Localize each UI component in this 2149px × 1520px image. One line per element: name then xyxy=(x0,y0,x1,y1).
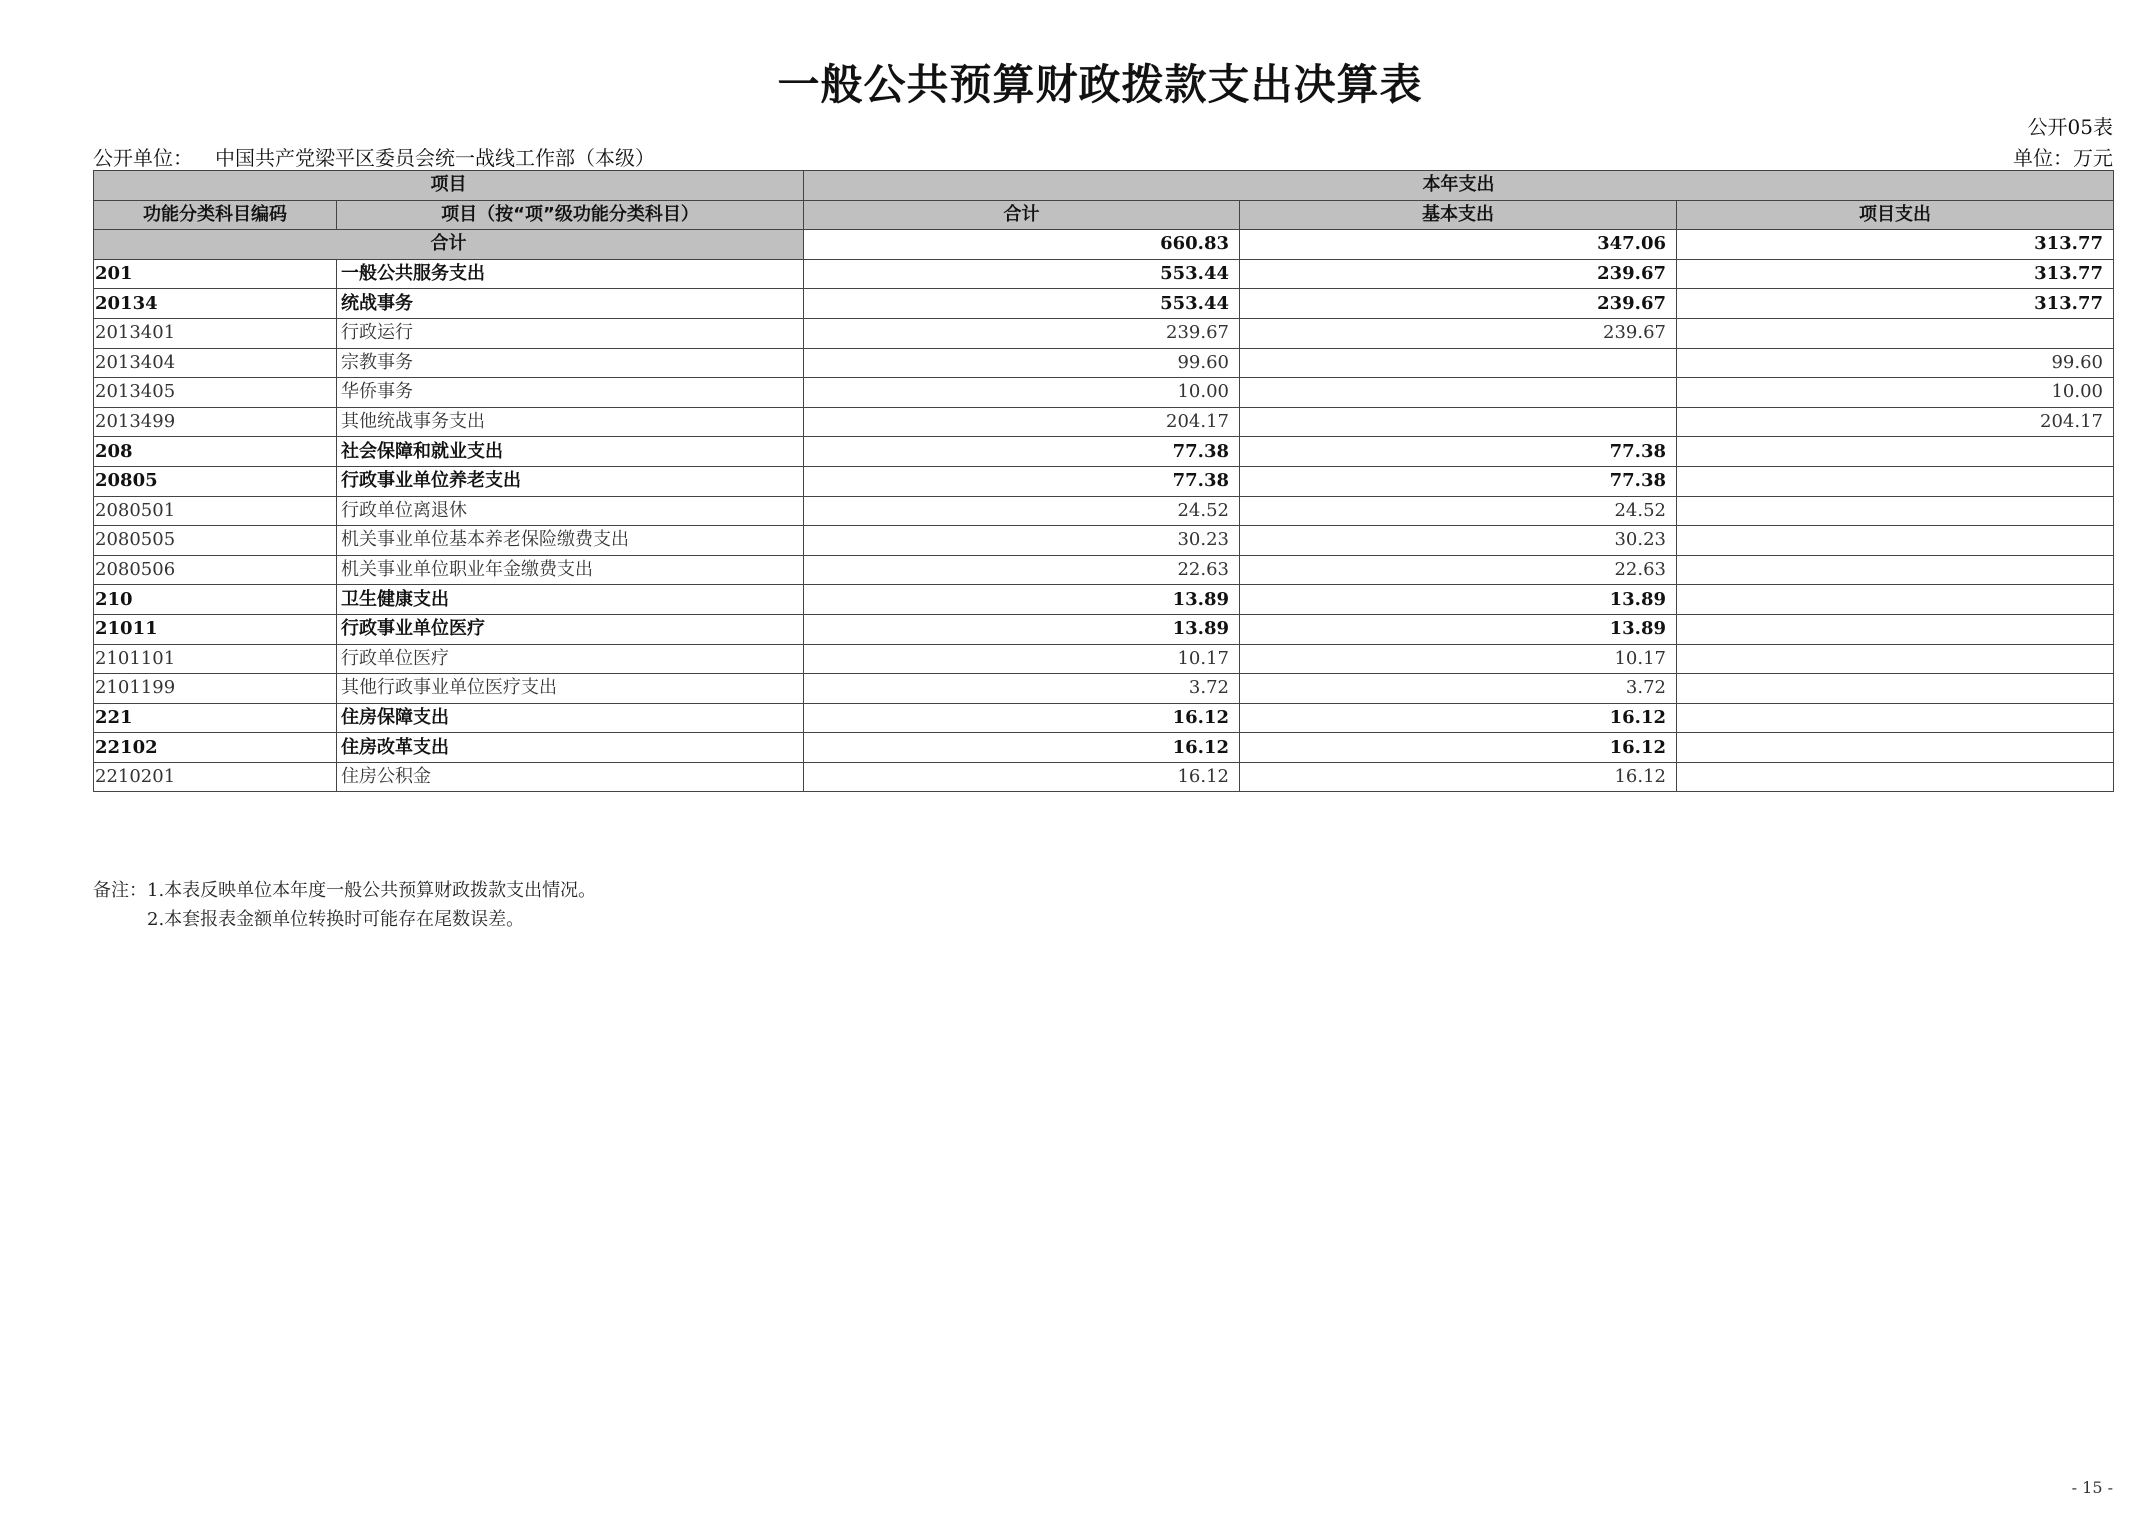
row-total: 10.00 xyxy=(804,378,1240,408)
row-code: 2013404 xyxy=(94,348,337,378)
header-total: 合计 xyxy=(804,200,1240,230)
row-basic: 239.67 xyxy=(1240,318,1677,348)
header-basic: 基本支出 xyxy=(1240,200,1677,230)
row-project xyxy=(1677,437,2114,467)
row-name: 住房公积金 xyxy=(337,762,804,792)
table-row xyxy=(94,348,2114,378)
row-basic: 30.23 xyxy=(1240,526,1677,556)
row-project: 204.17 xyxy=(1677,407,2114,437)
table-row xyxy=(94,407,2114,437)
row-basic: 3.72 xyxy=(1240,674,1677,704)
table-row xyxy=(94,555,2114,585)
row-code: 2101101 xyxy=(94,644,337,674)
notes xyxy=(93,876,596,934)
row-code: 20805 xyxy=(94,466,337,496)
row-code: 2013499 xyxy=(94,407,337,437)
row-project: 99.60 xyxy=(1677,348,2114,378)
row-name: 其他统战事务支出 xyxy=(337,407,804,437)
row-project xyxy=(1677,614,2114,644)
row-basic: 13.89 xyxy=(1240,614,1677,644)
table-row xyxy=(94,733,2114,763)
row-total: 239.67 xyxy=(804,318,1240,348)
table-row xyxy=(94,762,2114,792)
row-total: 10.17 xyxy=(804,644,1240,674)
row-total: 30.23 xyxy=(804,526,1240,556)
table-row xyxy=(94,437,2114,467)
table-row xyxy=(94,614,2114,644)
row-total: 16.12 xyxy=(804,703,1240,733)
total-label: 合计 xyxy=(94,230,804,260)
row-code: 22102 xyxy=(94,733,337,763)
row-code: 2013401 xyxy=(94,318,337,348)
table-row xyxy=(94,378,2114,408)
row-code: 221 xyxy=(94,703,337,733)
row-name: 行政运行 xyxy=(337,318,804,348)
row-project xyxy=(1677,526,2114,556)
row-total: 204.17 xyxy=(804,407,1240,437)
row-basic: 16.12 xyxy=(1240,733,1677,763)
header-row-1 xyxy=(94,171,2114,201)
row-name: 统战事务 xyxy=(337,289,804,319)
reporting-unit-label: 公开单位： xyxy=(93,146,193,170)
row-name: 行政单位医疗 xyxy=(337,644,804,674)
header-code: 功能分类科目编码 xyxy=(94,200,337,230)
row-name: 行政事业单位医疗 xyxy=(337,614,804,644)
row-code: 2080505 xyxy=(94,526,337,556)
row-code: 2101199 xyxy=(94,674,337,704)
row-basic: 22.63 xyxy=(1240,555,1677,585)
row-project xyxy=(1677,674,2114,704)
row-name: 机关事业单位基本养老保险缴费支出 xyxy=(337,526,804,556)
table-row xyxy=(94,259,2114,289)
row-basic xyxy=(1240,407,1677,437)
table-row xyxy=(94,703,2114,733)
row-name: 行政单位离退休 xyxy=(337,496,804,526)
row-basic xyxy=(1240,378,1677,408)
row-code: 201 xyxy=(94,259,337,289)
row-name: 社会保障和就业支出 xyxy=(337,437,804,467)
row-project: 10.00 xyxy=(1677,378,2114,408)
reporting-unit xyxy=(93,142,655,171)
reporting-unit-name: 中国共产党梁平区委员会统一战线工作部（本级） xyxy=(215,146,655,170)
row-project xyxy=(1677,733,2114,763)
row-basic: 239.67 xyxy=(1240,259,1677,289)
row-project: 313.77 xyxy=(1677,259,2114,289)
row-basic xyxy=(1240,348,1677,378)
row-name: 宗教事务 xyxy=(337,348,804,378)
row-total: 24.52 xyxy=(804,496,1240,526)
page-number: - 15 - xyxy=(2071,1478,2113,1497)
row-project: 313.77 xyxy=(1677,289,2114,319)
row-basic: 16.12 xyxy=(1240,762,1677,792)
row-total: 77.38 xyxy=(804,466,1240,496)
table-row xyxy=(94,466,2114,496)
header-current-year: 本年支出 xyxy=(804,171,2114,201)
row-basic: 77.38 xyxy=(1240,466,1677,496)
note-1: 备注：1.本表反映单位本年度一般公共预算财政拨款支出情况。 xyxy=(93,880,597,901)
row-total: 16.12 xyxy=(804,762,1240,792)
row-total: 553.44 xyxy=(804,259,1240,289)
row-basic: 10.17 xyxy=(1240,644,1677,674)
total-amount: 660.83 xyxy=(804,230,1240,260)
total-row xyxy=(94,230,2114,260)
row-basic: 13.89 xyxy=(1240,585,1677,615)
row-project xyxy=(1677,703,2114,733)
row-total: 99.60 xyxy=(804,348,1240,378)
row-total: 22.63 xyxy=(804,555,1240,585)
header-row-2 xyxy=(94,200,2114,230)
row-project xyxy=(1677,762,2114,792)
header-project: 项目 xyxy=(94,171,804,201)
table-row xyxy=(94,289,2114,319)
table-row xyxy=(94,318,2114,348)
table-row xyxy=(94,674,2114,704)
header-name: 项目（按“项”级功能分类科目） xyxy=(337,200,804,230)
row-total: 3.72 xyxy=(804,674,1240,704)
row-code: 2080501 xyxy=(94,496,337,526)
row-name: 住房改革支出 xyxy=(337,733,804,763)
row-basic: 239.67 xyxy=(1240,289,1677,319)
row-name: 其他行政事业单位医疗支出 xyxy=(337,674,804,704)
row-name: 住房保障支出 xyxy=(337,703,804,733)
table-row xyxy=(94,585,2114,615)
row-project xyxy=(1677,318,2114,348)
row-code: 20134 xyxy=(94,289,337,319)
row-code: 2080506 xyxy=(94,555,337,585)
table-row xyxy=(94,644,2114,674)
row-name: 行政事业单位养老支出 xyxy=(337,466,804,496)
row-code: 208 xyxy=(94,437,337,467)
row-total: 13.89 xyxy=(804,585,1240,615)
header-project-expenditure: 项目支出 xyxy=(1677,200,2114,230)
total-project: 313.77 xyxy=(1677,230,2114,260)
row-name: 机关事业单位职业年金缴费支出 xyxy=(337,555,804,585)
note-2: 2.本套报表金额单位转换时可能存在尾数误差。 xyxy=(147,909,525,930)
row-project xyxy=(1677,555,2114,585)
row-total: 553.44 xyxy=(804,289,1240,319)
row-code: 2210201 xyxy=(94,762,337,792)
row-total: 13.89 xyxy=(804,614,1240,644)
form-number: 公开05表 xyxy=(2027,115,2113,139)
row-total: 16.12 xyxy=(804,733,1240,763)
row-basic: 16.12 xyxy=(1240,703,1677,733)
row-name: 卫生健康支出 xyxy=(337,585,804,615)
page-title: 一般公共预算财政拨款支出决算表 xyxy=(777,60,1423,109)
row-project xyxy=(1677,496,2114,526)
row-project xyxy=(1677,644,2114,674)
table-row xyxy=(94,496,2114,526)
row-project xyxy=(1677,585,2114,615)
row-basic: 77.38 xyxy=(1240,437,1677,467)
row-name: 华侨事务 xyxy=(337,378,804,408)
row-total: 77.38 xyxy=(804,437,1240,467)
currency-unit: 单位：万元 xyxy=(2013,146,2113,170)
row-code: 21011 xyxy=(94,614,337,644)
table-row xyxy=(94,526,2114,556)
total-basic: 347.06 xyxy=(1240,230,1677,260)
row-code: 2013405 xyxy=(94,378,337,408)
expenditure-table xyxy=(93,170,2114,792)
row-project xyxy=(1677,466,2114,496)
row-name: 一般公共服务支出 xyxy=(337,259,804,289)
row-code: 210 xyxy=(94,585,337,615)
row-basic: 24.52 xyxy=(1240,496,1677,526)
